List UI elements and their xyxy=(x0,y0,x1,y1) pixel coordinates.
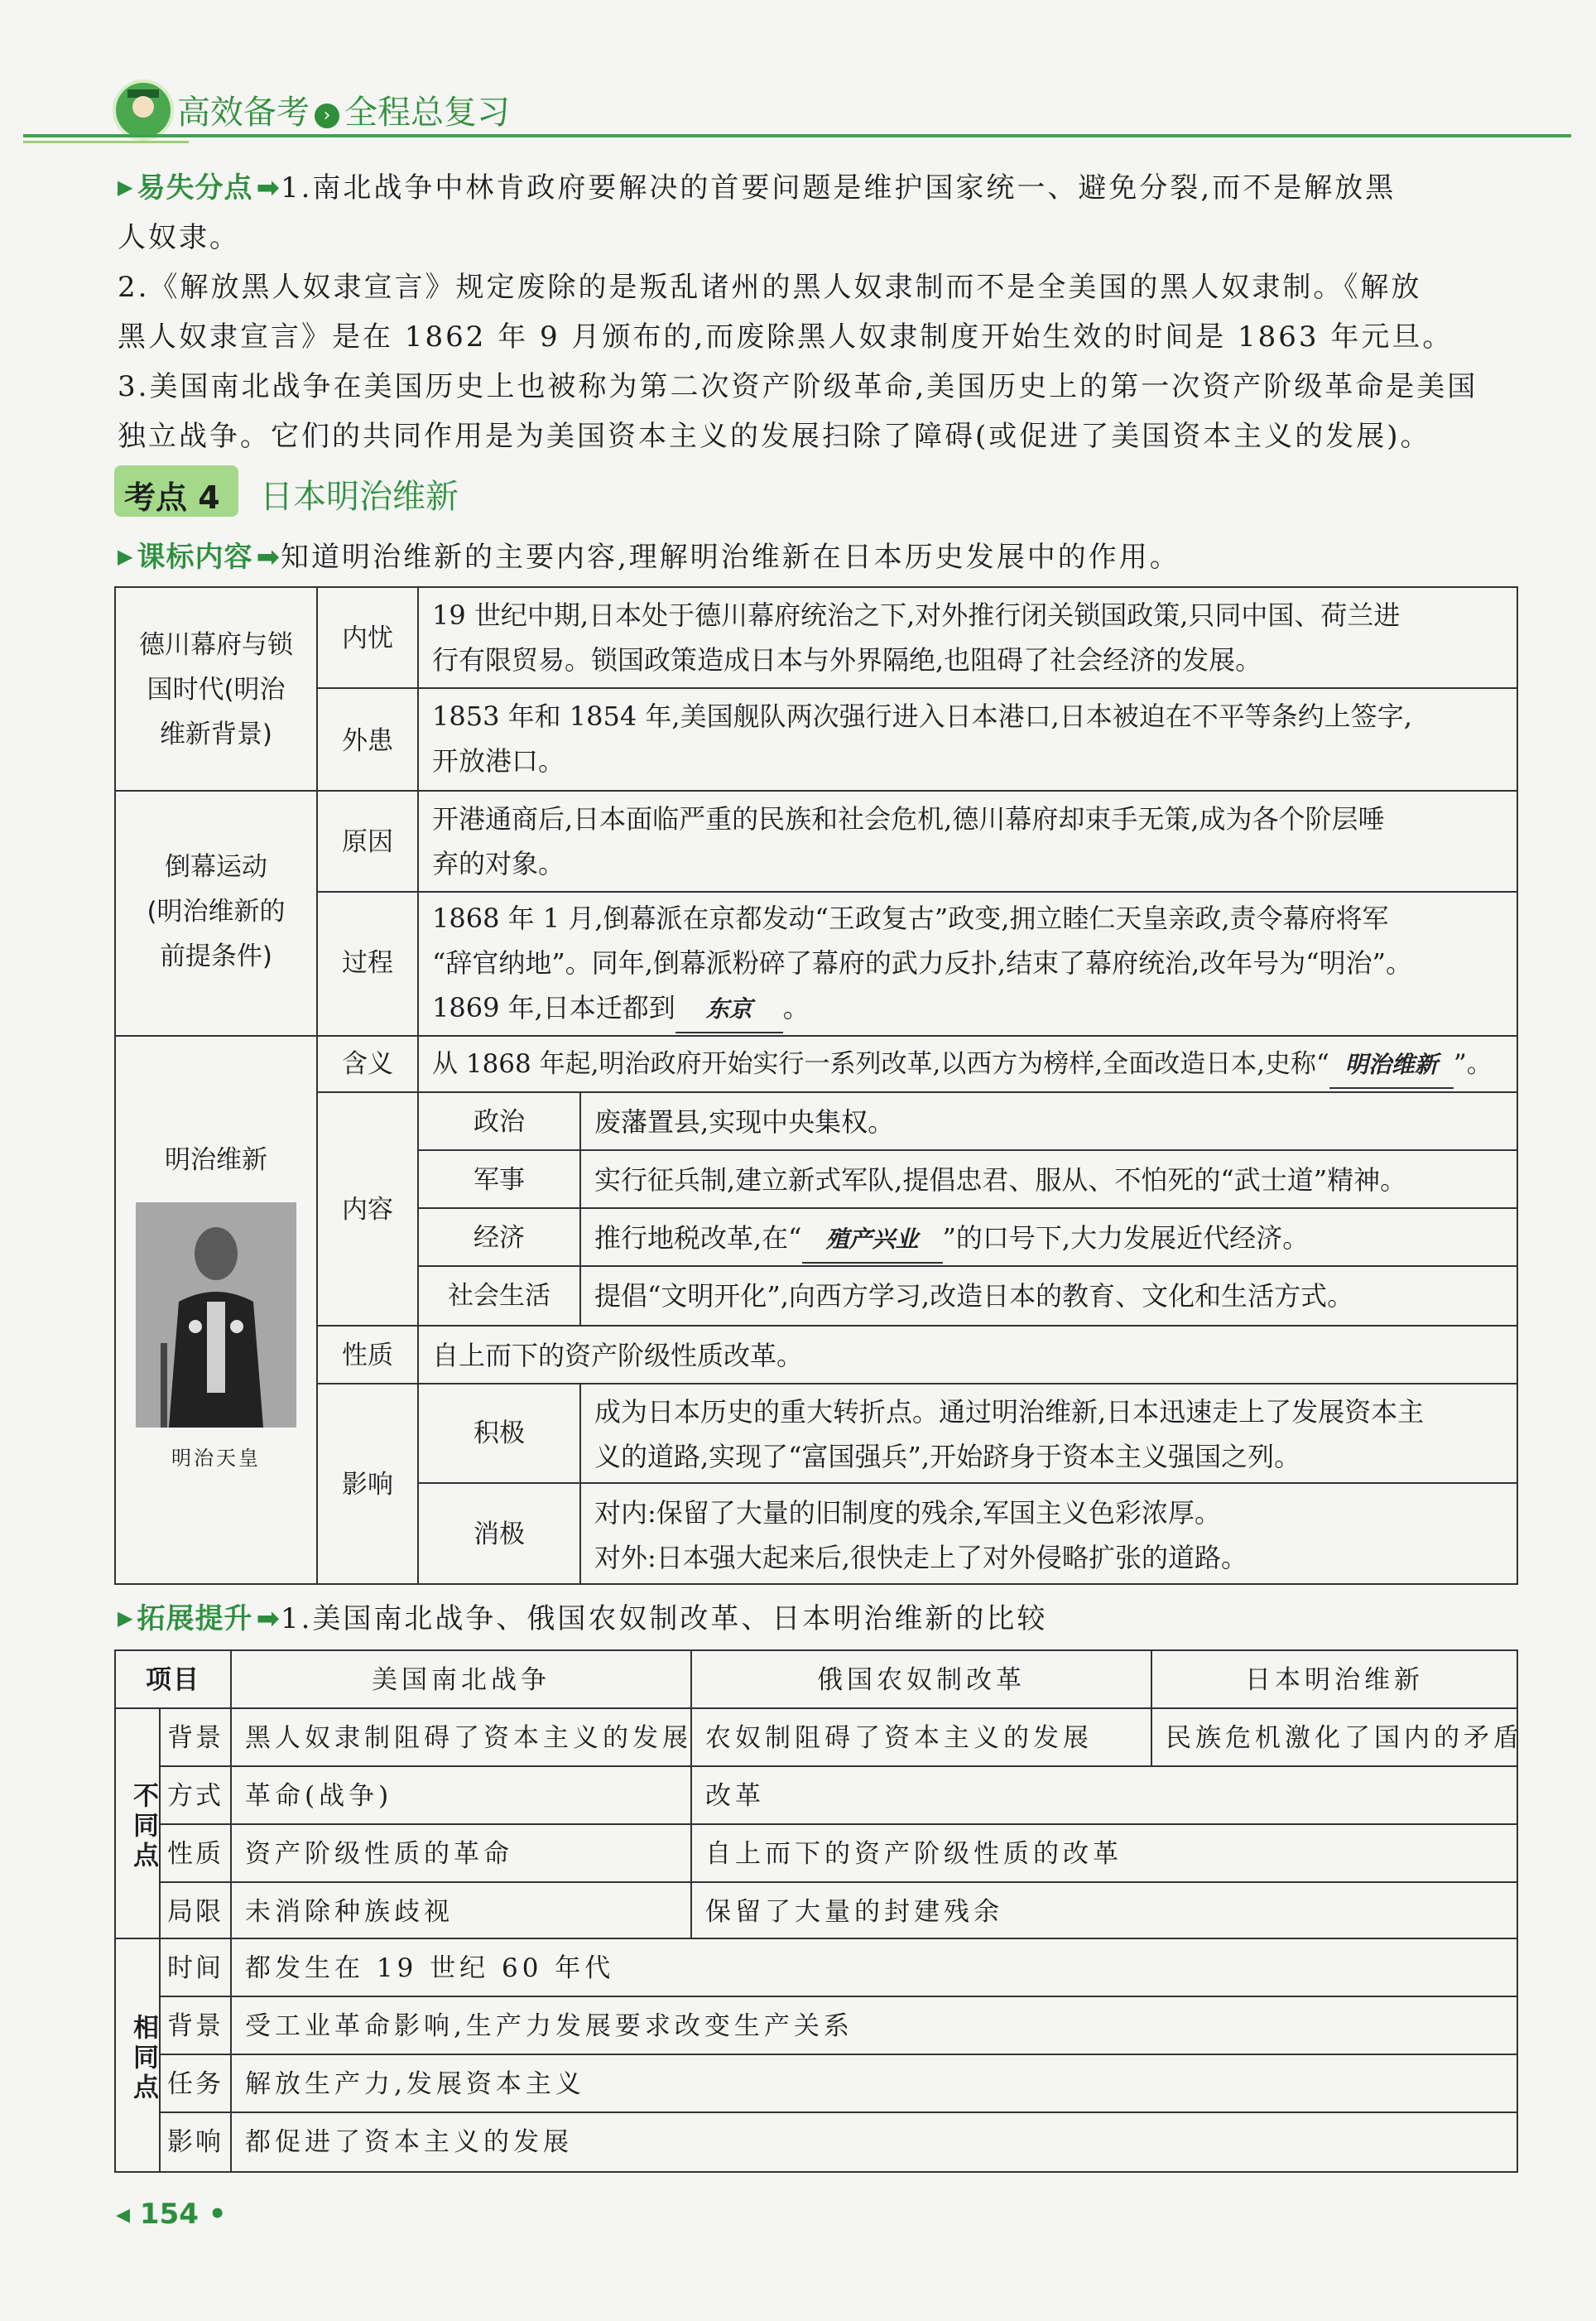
hanyi-fill-answer: 明治维新 xyxy=(1329,1043,1454,1089)
header-us: 美国南北战争 xyxy=(230,1649,692,1709)
row-fangshi-us: 革命(战争) xyxy=(230,1765,692,1825)
row-fangshi-rj: 改革 xyxy=(690,1765,1518,1825)
yingxiang-label-cell: 影响 xyxy=(316,1383,419,1585)
row-yingxiang-text: 都促进了资本主义的发展 xyxy=(230,2112,1518,2173)
emperor-meiji-portrait xyxy=(136,1202,296,1428)
page-number: ◂ 154 • xyxy=(116,2198,227,2231)
row-beijing-label: 背景 xyxy=(159,1707,232,1767)
row-shijian-label: 时间 xyxy=(159,1938,232,1997)
sec1-title-cell: 德川幕府与锁 国时代(明治 维新背景) xyxy=(114,586,318,792)
triangle-icon: ▶ xyxy=(118,545,134,568)
yuanyin-label-cell: 原因 xyxy=(316,790,419,893)
row-xingzhi-rj: 自上而下的资产阶级性质的改革 xyxy=(690,1823,1518,1883)
yishi-paragraph: ▶ 易失分点 ➡1.南北战争中林肯政府要解决的首要问题是维护国家统一、避免分裂,而不是解放黑 人奴隶。 2.《解放黑人奴隶宣言》规定废除的是叛乱诸州的黑人奴隶制而不是全美国的黑人奴隶制。《解放 黑人奴隶宣言》是在 1862 年 9 月颁布的,而废除黑人奴隶制度开始生效的时间是 1863 年元旦。 3.美国南北战争在美国历史上也被称为第二次资产阶级革命,美国历史上的第一次资产阶级革命是美国 独立战争。它们的共同作用是为美国资本主义的发展扫除了障碍(或促进了美国资本主义的发展)。 xyxy=(118,171,1478,453)
guocheng-label-cell: 过程 xyxy=(316,891,419,1037)
zhengzhi-text-cell: 废藩置县,实现中央集权。 xyxy=(579,1091,1518,1151)
student-logo-icon xyxy=(113,79,174,141)
header-divider-accent xyxy=(23,141,189,143)
jiji-text-cell: 成为日本历史的重大转折点。通过明治维新,日本迅速走上了发展资本主 义的道路,实现了“富国强兵”,开始跻身于资本主义强国之列。 xyxy=(579,1383,1518,1484)
xingzhi-label-cell: 性质 xyxy=(316,1325,419,1384)
row-beijing2-text: 受工业革命影响,生产力发展要求改变生产关系 xyxy=(230,1996,1518,2055)
triangle-left-icon: ◂ xyxy=(116,2198,140,2231)
kebiao-line: ▶ 课标内容 ➡知道明治维新的主要内容,理解明治维新在日本历史发展中的作用。 xyxy=(118,541,1180,574)
neiyou-label-cell: 内忧 xyxy=(316,586,419,689)
hanyi-text-cell: 从 1868 年起,明治政府开始实行一系列改革,以西方为榜样,全面改造日本,史称“ 明治维新 ”。 xyxy=(417,1035,1518,1093)
triangle-icon: ▶ xyxy=(118,176,134,199)
junshi-text-cell: 实行征兵制,建立新式军队,提倡忠君、服从、不怕死的“武士道”精神。 xyxy=(579,1149,1518,1209)
same-group-cell: 相同点 xyxy=(114,1938,161,2173)
junshi-label-cell: 军事 xyxy=(417,1149,581,1209)
jingji-label-cell: 经济 xyxy=(417,1207,581,1267)
header-title: 高效备考 › 全程总复习 xyxy=(177,94,510,132)
kaodian-title: 日本明治维新 xyxy=(260,478,459,516)
header-item: 项目 xyxy=(114,1649,232,1709)
portrait-caption: 明治天皇 xyxy=(171,1447,261,1470)
zhengzhi-label-cell: 政治 xyxy=(417,1091,581,1151)
row-juxian-rj: 保留了大量的封建残余 xyxy=(690,1881,1518,1939)
row-xingzhi-label: 性质 xyxy=(159,1823,232,1883)
hanyi-label-cell: 含义 xyxy=(316,1035,419,1093)
kebiao-tag: ▶ 课标内容 ➡ xyxy=(118,541,281,574)
tuozhan-line: ▶ 拓展提升 ➡1.美国南北战争、俄国农奴制改革、日本明治维新的比较 xyxy=(118,1602,1048,1635)
row-fangshi-label: 方式 xyxy=(159,1765,232,1825)
row-beijing-us: 黑人奴隶制阻碍了资本主义的发展 xyxy=(230,1707,692,1767)
neirong-label-cell: 内容 xyxy=(316,1091,419,1327)
shehui-text-cell: 提倡“文明开化”,向西方学习,改造日本的教育、文化和生活方式。 xyxy=(579,1265,1518,1327)
row-yingxiang-label: 影响 xyxy=(159,2112,232,2173)
xiaoji-label-cell: 消极 xyxy=(417,1482,581,1585)
diff-group-cell: 不同点 xyxy=(114,1707,161,1939)
row-juxian-label: 局限 xyxy=(159,1881,232,1939)
row-renwu-text: 解放生产力,发展资本主义 xyxy=(230,2054,1518,2113)
row-beijing-ru: 农奴制阻碍了资本主义的发展 xyxy=(690,1707,1152,1767)
shehui-label-cell: 社会生活 xyxy=(417,1265,581,1327)
row-xingzhi-us: 资产阶级性质的革命 xyxy=(230,1823,692,1883)
waihuan-text-cell: 1853 年和 1854 年,美国舰队两次强行进入日本港口,日本被迫在不平等条约上签字, 开放港口。 xyxy=(417,687,1518,792)
kaodian-label: 考点 4 xyxy=(124,479,220,516)
arrow-right-icon: ➡ xyxy=(256,1602,281,1635)
row-juxian-us: 未消除种族歧视 xyxy=(230,1881,692,1939)
guocheng-fill-answer: 东京 xyxy=(675,987,783,1033)
tuozhan-tag: ▶ 拓展提升 ➡ xyxy=(118,1602,281,1635)
header-divider xyxy=(23,134,1571,137)
yishi-tag: ▶ 易失分点 ➡ xyxy=(118,171,281,205)
arrow-right-icon: ➡ xyxy=(256,171,281,205)
header-ru: 俄国农奴制改革 xyxy=(690,1649,1152,1709)
sec3-title-cell: 明治维新 明治天皇 xyxy=(114,1035,318,1585)
waihuan-label-cell: 外患 xyxy=(316,687,419,792)
chevron-right-icon: › xyxy=(315,104,339,128)
arrow-right-icon: ➡ xyxy=(256,541,281,574)
row-shijian-text: 都发生在 19 世纪 60 年代 xyxy=(230,1938,1518,1997)
comparison-table xyxy=(114,1649,1523,2173)
header-jp: 日本明治维新 xyxy=(1151,1649,1518,1709)
guocheng-text-cell: 1868 年 1 月,倒幕派在京都发动“王政复古”政变,拥立睦仁天皇亲政,责令幕府将军 “辞官纳地”。同年,倒幕派粉碎了幕府的武力反扑,结束了幕府统治,改年号为“明治”。 1869 年,日本迁都到 东京 。 xyxy=(417,891,1518,1037)
xingzhi-text-cell: 自上而下的资产阶级性质改革。 xyxy=(417,1325,1518,1384)
triangle-icon: ▶ xyxy=(118,1606,134,1630)
yuanyin-text-cell: 开港通商后,日本面临严重的民族和社会危机,德川幕府却束手无策,成为各个阶层唾 弃的对象。 xyxy=(417,790,1518,893)
row-beijing-jp: 民族危机激化了国内的矛盾 xyxy=(1151,1707,1518,1767)
row-beijing2-label: 背景 xyxy=(159,1996,232,2055)
jiji-label-cell: 积极 xyxy=(417,1383,581,1484)
neiyou-text-cell: 19 世纪中期,日本处于德川幕府统治之下,对外推行闭关锁国政策,只同中国、荷兰进 行有限贸易。锁国政策造成日本与外界隔绝,也阻碍了社会经济的发展。 xyxy=(417,586,1518,689)
jingji-text-cell: 推行地税改革,在“ 殖产兴业 ”的口号下,大力发展近代经济。 xyxy=(579,1207,1518,1267)
row-renwu-label: 任务 xyxy=(159,2054,232,2113)
sec2-title-cell: 倒幕运动 (明治维新的 前提条件) xyxy=(114,790,318,1037)
page-header xyxy=(23,79,1571,146)
jingji-fill-answer: 殖产兴业 xyxy=(802,1217,943,1264)
meiji-table xyxy=(114,586,1518,1585)
xiaoji-text-cell: 对内:保留了大量的旧制度的残余,军国主义色彩浓厚。 对外:日本强大起来后,很快走上了对外侵略扩张的道路。 xyxy=(579,1482,1518,1585)
